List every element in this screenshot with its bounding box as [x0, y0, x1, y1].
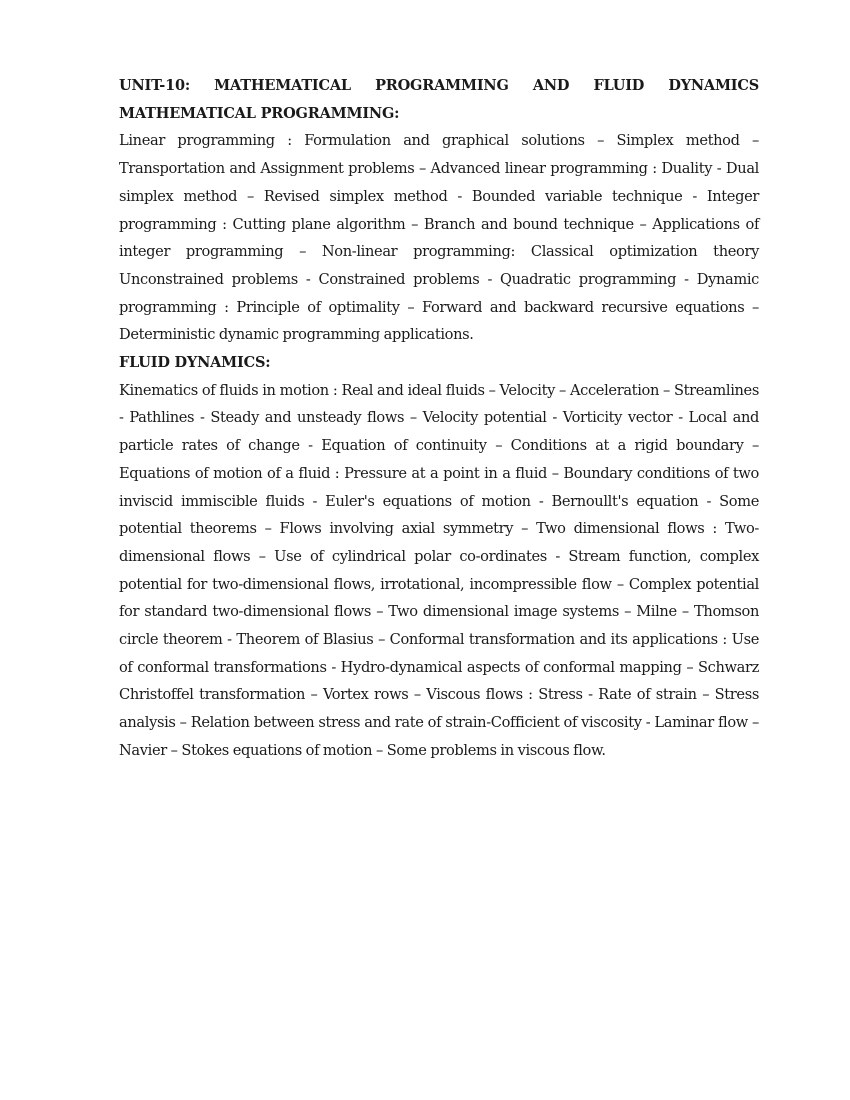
- section-heading: MATHEMATICAL PROGRAMMING:: [119, 104, 400, 122]
- section-body: Linear programming : Formulation and graphical solutions – Simplex method – Transportation and Assignment problems – Advanced linear programming : Duality - Dual simplex method – Revised simplex method - Bounded variable technique - Integer programming : Cutting plane algorithm – Branch and bound technique – Applications of integer programming – Non-linear programming: Classical optimization theory Unconstrained problems - Constrained problems - Quadratic programming - Dynamic programming : Principle of optimality – Forward and backward recursive equations – Deterministic dynamic programming applications.: [119, 132, 759, 344]
- section-mathematical-programming: [119, 100, 759, 349]
- document-page: [119, 72, 759, 765]
- section-fluid-dynamics: [119, 349, 759, 765]
- section-heading: FLUID DYNAMICS:: [119, 354, 271, 372]
- unit-title: UNIT-10: MATHEMATICAL PROGRAMMING AND FLUID DYNAMICS: [119, 77, 759, 94]
- section-body: Kinematics of fluids in motion : Real and ideal fluids – Velocity – Acceleration – Streamlines - Pathlines - Steady and unsteady flows – Velocity potential - Vorticity vector - Local and particle rates of change - Equation of continuity – Conditions at a rigid boundary – Equations of motion of a fluid : Pressure at a point in a fluid – Boundary conditions of two inviscid immiscible fluids - Euler's equations of motion - Bernoullt's equation - Some potential theorems – Flows involving axial symmetry – Two dimensional flows : Two-dimensional flows – Use of cylindrical polar co-ordinates - Stream function, complex potential for two-dimensional flows, irrotational, incompressible flow – Complex potential for standard two-dimensional flows – Two dimensional image systems – Milne – Thomson circle theorem - Theorem of Blasius – Conformal transformation and its applications : Use of conformal transformations - Hydro-dynamical aspects of conformal mapping – Schwarz Christoffel transformation – Vortex rows – Viscous flows : Stress - Rate of strain – Stress analysis – Relation between stress and rate of strain-Cofficient of viscosity - Laminar flow – Navier – Stokes equations of motion – Some problems in viscous flow.: [119, 381, 759, 759]
